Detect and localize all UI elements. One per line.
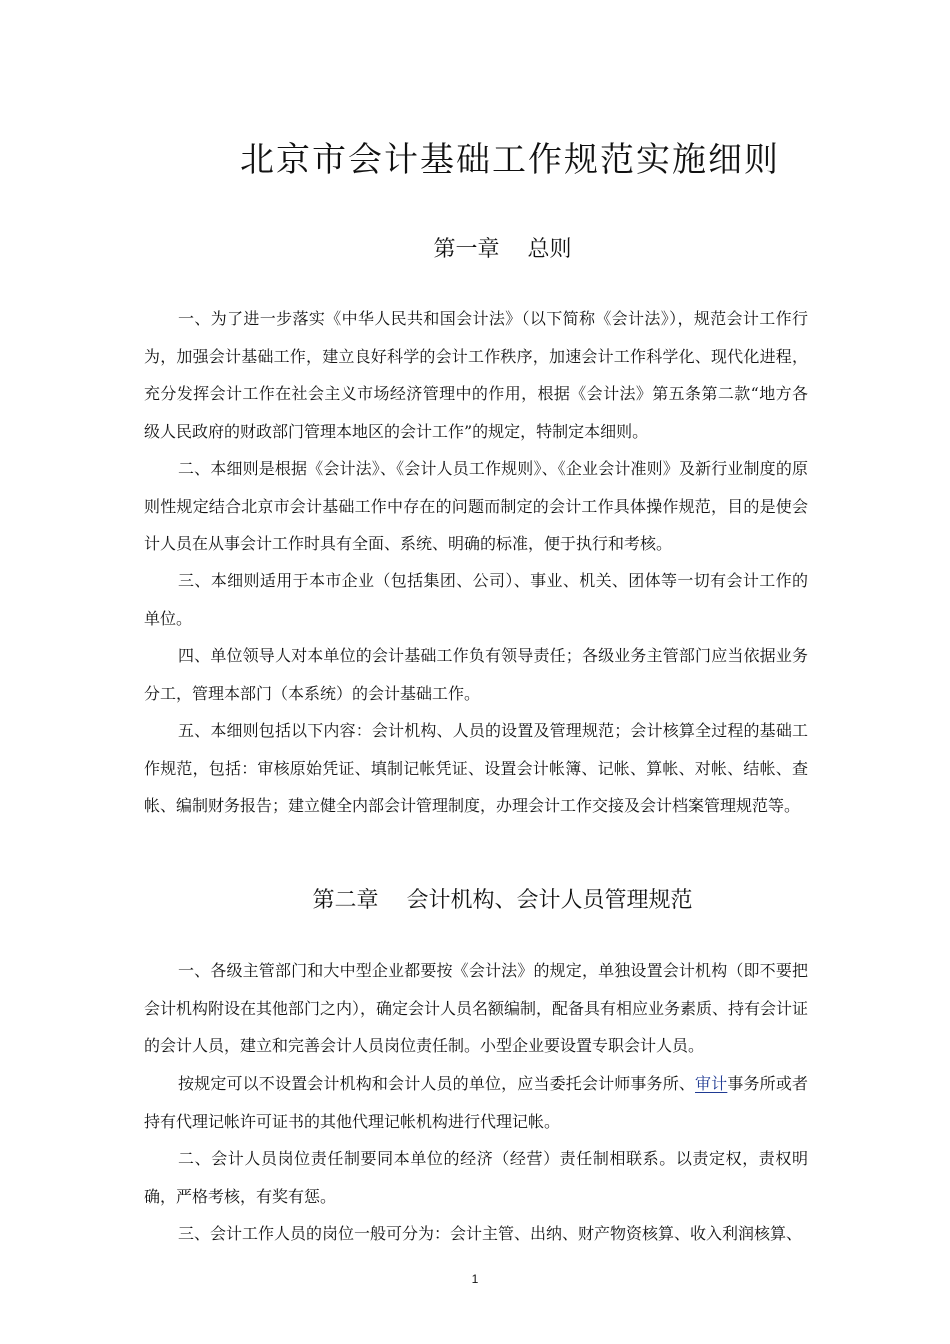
chapter-1-paragraph-2: 二、本细则是根据《会计法》、《会计人员工作规则》、《企业会计准则》及新行业制度的原则性规定结合北京市会计基础工作中存在的问题而制定的会计工作具体操作规范，目的是使会计人员在从事会计工作时具有全面、系统、明确的标准，便于执行和考核。 (144, 459, 808, 553)
chapter-1-name: 总则 (527, 237, 572, 262)
chapter-2-paragraph-2-text-b: 事务所或者持有代理记帐许可证书的其他代理记帐机构进行代理记帐。 (144, 1074, 808, 1131)
chapter-1-paragraph-3: 三、本细则适用于本市企业（包括集团、公司）、事业、机关、团体等一切有会计工作的单位。 (144, 571, 808, 628)
chapter-1-paragraph-1: 一、为了进一步落实《中华人民共和国会计法》（以下简称《会计法》），规范会计工作行为，加强会计基础工作，建立良好科学的会计工作秩序，加速会计工作科学化、现代化进程，充分发挥会计工作在社会主义市场经济管理中的作用，根据《会计法》第五条第二款“地方各级人民政府的财政部门管理本地区的会计工作”的规定，特制定本细则。 (144, 309, 808, 441)
chapter-2-paragraph-3: 二、会计人员岗位责任制要同本单位的经济（经营）责任制相联系。以责定权，责权明确，严格考核，有奖有惩。 (144, 1149, 808, 1206)
chapter-2-paragraph-1: 一、各级主管部门和大中型企业都要按《会计法》的规定，单独设置会计机构（即不要把会计机构附设在其他部门之内），确定会计人员名额编制，配备具有相应业务素质、持有会计证的会计人员，建立和完善会计人员岗位责任制。小型企业要设置专职会计人员。 (144, 961, 809, 1055)
chapter-2-heading (0, 883, 950, 914)
audit-hyperlink[interactable]: 审计 (695, 1074, 728, 1093)
chapter-1-paragraph-4: 四、单位领导人对本单位的会计基础工作负有领导责任；各级业务主管部门应当依据业务分工，管理本部门（本系统）的会计基础工作。 (144, 646, 808, 703)
chapter-2-paragraph-4: 三、会计工作人员的岗位一般可分为：会计主管、出纳、财产物资核算、收入利润核算、 (178, 1224, 803, 1243)
chapter-2-number: 第二章 (312, 888, 379, 913)
chapter-1-paragraph-5: 五、本细则包括以下内容：会计机构、人员的设置及管理规范；会计核算全过程的基础工作规范，包括：审核原始凭证、填制记帐凭证、设置会计帐簿、记帐、算帐、对帐、结帐、查帐、编制财务报告；建立健全内部会计管理制度，办理会计工作交接及会计档案管理规范等。 (144, 721, 808, 815)
chapter-2-paragraph-2 (144, 1065, 808, 1140)
chapter-1-heading (0, 232, 950, 263)
page-number: 1 (471, 1272, 479, 1286)
chapter-2-name: 会计机构、会计人员管理规范 (406, 888, 693, 913)
chapter-2-paragraph-2-text-a: 按规定可以不设置会计机构和会计人员的单位，应当委托会计师事务所、 (178, 1074, 696, 1093)
chapter-1-number: 第一章 (433, 237, 500, 262)
document-title: 北京市会计基础工作规范实施细则 (240, 140, 780, 180)
